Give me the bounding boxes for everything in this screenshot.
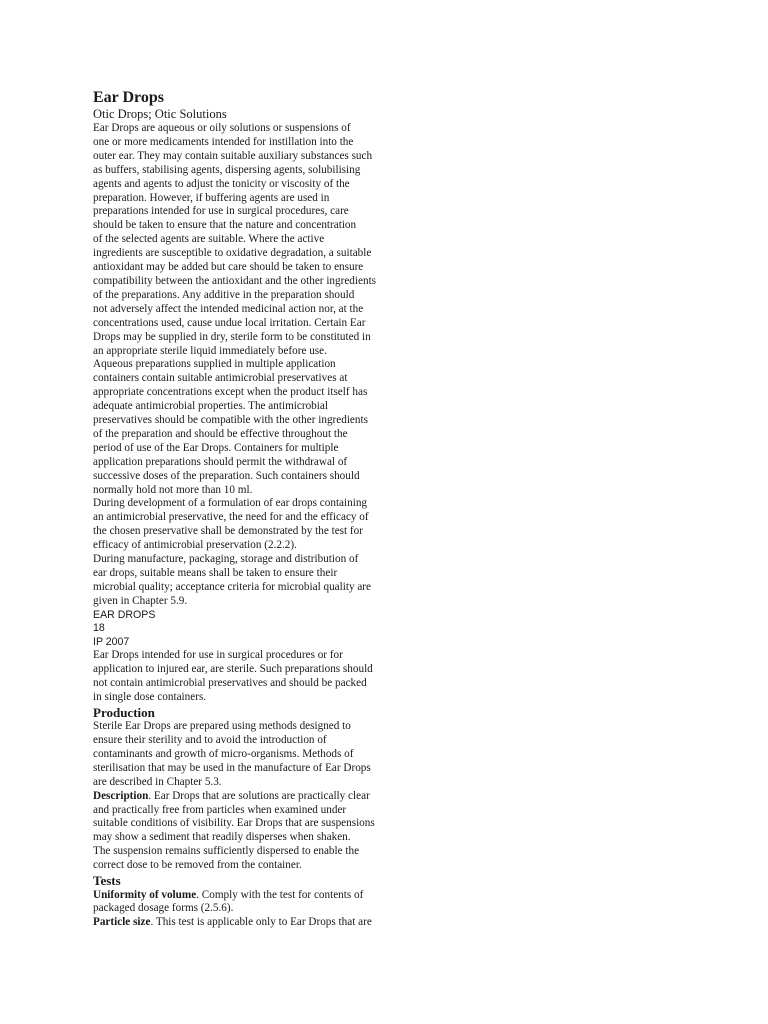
- text-line: given in Chapter 5.9.: [93, 594, 188, 607]
- text-line: concentrations used, cause undue local irritation. Certain Ear: [93, 316, 366, 329]
- text-line: Ear Drops intended for use in surgical procedures or for: [93, 648, 343, 661]
- text-line: compatibility between the antioxidant and the other ingredients: [93, 274, 377, 287]
- uniformity-first-line: Uniformity of volume. Comply with the test for contents of: [93, 888, 364, 901]
- text-line: period of use of the Ear Drops. Containers for multiple: [93, 441, 339, 454]
- text-line: adequate antimicrobial properties. The antimicrobial: [93, 400, 328, 413]
- text-line: of the selected agents are suitable. Where the active: [93, 233, 325, 246]
- text-line: containers contain suitable antimicrobial preservatives at: [93, 372, 348, 385]
- text-line: During development of a formulation of ear drops containing: [93, 497, 368, 510]
- text-line: During manufacture, packaging, storage and distribution of: [93, 553, 359, 566]
- text-line: preparations intended for use in surgical procedures, care: [93, 205, 349, 218]
- text-line: of the preparations. Any additive in the preparation should: [93, 288, 355, 301]
- text-line: may show a sediment that readily disperses when shaken.: [93, 831, 351, 844]
- text-line: of the preparation and should be effective throughout the: [93, 427, 348, 440]
- text-line: not contain antimicrobial preservatives and should be packed: [93, 676, 367, 689]
- intro-paragraph: [93, 122, 428, 358]
- uniformity-label: Uniformity of volume: [93, 888, 197, 901]
- text-line: application to injured ear, are sterile. Such preparations should: [93, 662, 373, 675]
- document-page: [93, 88, 428, 930]
- text-line: The suspension remains sufficiently dispersed to enable the: [93, 845, 360, 858]
- production-paragraph: [93, 720, 428, 790]
- text-line: ingredients are susceptible to oxidative degradation, a suitable: [93, 247, 372, 260]
- surgical-paragraph: [93, 649, 428, 705]
- particle-label: Particle size: [93, 916, 151, 929]
- particle-paragraph: [93, 916, 428, 930]
- text-line: successive doses of the preparation. Such containers should: [93, 469, 360, 482]
- development-paragraph: [93, 497, 428, 553]
- text-line: in single dose containers.: [93, 690, 207, 703]
- text-line: Aqueous preparations supplied in multiple application: [93, 358, 336, 371]
- text-line: microbial quality; acceptance criteria for microbial quality are: [93, 580, 371, 593]
- text-line: should be taken to ensure that the nature and concentration: [93, 219, 357, 232]
- text-line: efficacy of antimicrobial preservation (2.2.2).: [93, 539, 297, 552]
- aqueous-paragraph: [93, 358, 428, 497]
- text-line: sterilisation that may be used in the manufacture of Ear Drops: [93, 761, 371, 774]
- text-line: ensure their sterility and to avoid the introduction of: [93, 733, 327, 746]
- text-line: normally hold not more than 10 ml.: [93, 483, 253, 496]
- text-line: Ear Drops are aqueous or oily solutions or suspensions of: [93, 122, 351, 134]
- text-line: one or more medicaments intended for instillation into the: [93, 135, 354, 148]
- text-line: contaminants and growth of micro-organisms. Methods of: [93, 747, 354, 760]
- text-line: correct dose to be removed from the container.: [93, 859, 302, 872]
- running-header-section: EAR DROPS: [93, 608, 156, 621]
- uniformity-lines: [93, 902, 428, 916]
- document-subtitle: Otic Drops; Otic Solutions: [93, 107, 227, 121]
- text-line: ear drops, suitable means shall be taken to ensure their: [93, 567, 338, 579]
- document-title: Ear Drops: [93, 89, 164, 106]
- particle-first-line: Particle size. This test is applicable only to Ear Drops that are: [93, 916, 372, 929]
- text-line: agents and agents to adjust the tonicity or viscosity of the: [93, 177, 350, 190]
- text-line: an appropriate sterile liquid immediately before use.: [93, 344, 327, 357]
- description-label: Description: [93, 789, 149, 802]
- text-line: outer ear. They may contain suitable auxiliary substances such: [93, 149, 373, 162]
- uniformity-paragraph: [93, 889, 428, 917]
- text-line: application preparations should permit the withdrawal of: [93, 455, 348, 468]
- text-line: are described in Chapter 5.3.: [93, 775, 222, 788]
- text-line: packaged dosage forms (2.5.6).: [93, 902, 234, 915]
- production-heading: Production: [93, 704, 155, 720]
- text-line: preservatives should be compatible with the other ingredients: [93, 414, 368, 427]
- text-line: as buffers, stabilising agents, dispersing agents, solubilising: [93, 163, 361, 176]
- description-lines: [93, 804, 428, 874]
- running-header-edition: IP 2007: [93, 635, 130, 648]
- text-line: Drops may be supplied in dry, sterile form to be constituted in: [93, 330, 371, 343]
- text-line: and practically free from particles when examined under: [93, 803, 347, 816]
- text-line: the chosen preservative shall be demonstrated by the test for: [93, 525, 363, 538]
- text-line: an antimicrobial preservative, the need for and the efficacy of: [93, 511, 369, 524]
- text-line: suitable conditions of visibility. Ear Drops that are suspensions: [93, 817, 375, 830]
- text-line: not adversely affect the intended medicinal action nor, at the: [93, 302, 364, 315]
- text-line: Sterile Ear Drops are prepared using methods designed to: [93, 720, 351, 733]
- text-line: antioxidant may be added but care should be taken to ensure: [93, 261, 364, 274]
- text-line: appropriate concentrations except when the product itself has: [93, 386, 368, 399]
- manufacture-paragraph: [93, 553, 428, 609]
- tests-heading: Tests: [93, 873, 121, 889]
- description-paragraph: [93, 790, 428, 873]
- description-first-line: Description. Ear Drops that are solutions are practically clear: [93, 789, 370, 802]
- page-number: 18: [93, 622, 105, 635]
- text-line: preparation. However, if buffering agents are used in: [93, 191, 330, 204]
